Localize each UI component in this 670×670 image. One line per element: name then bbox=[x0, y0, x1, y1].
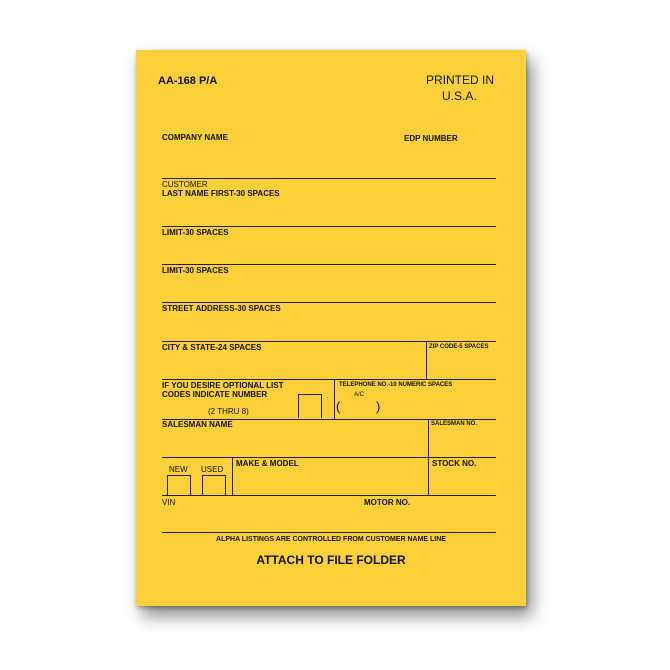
ac-label: A/C bbox=[354, 392, 365, 398]
optional-code-box[interactable] bbox=[298, 394, 322, 418]
motor-no-label: MOTOR NO. bbox=[364, 498, 411, 507]
stock-no-divider bbox=[428, 457, 429, 495]
alpha-note: ALPHA LISTINGS ARE CONTROLLED FROM CUSTOMER NAME LINE bbox=[216, 536, 446, 543]
salesman-name-label: SALESMAN NAME bbox=[162, 420, 233, 429]
phone-divider bbox=[334, 379, 335, 419]
salesman-no-divider bbox=[428, 419, 429, 457]
paren-open: ( bbox=[336, 399, 341, 414]
zip-label: ZIP CODE-5 SPACES bbox=[429, 344, 489, 350]
customer-label: CUSTOMER bbox=[162, 180, 208, 189]
make-model-label: MAKE & MODEL bbox=[236, 459, 299, 468]
vehicle-line[interactable] bbox=[162, 495, 496, 496]
used-checkbox[interactable] bbox=[202, 475, 226, 495]
attach-label: ATTACH TO FILE FOLDER bbox=[256, 553, 406, 567]
form-card bbox=[136, 50, 526, 606]
make-model-divider bbox=[232, 457, 233, 495]
form-number: AA-168 P/A bbox=[158, 75, 218, 87]
salesman-no-label: SALESMAN NO. bbox=[431, 421, 478, 427]
salesman-line[interactable] bbox=[162, 457, 496, 458]
limit1-line[interactable] bbox=[162, 264, 496, 265]
zip-divider bbox=[426, 341, 427, 379]
used-label: USED bbox=[201, 465, 224, 474]
telephone-label: TELEPHONE NO.-10 NUMERIC SPACES bbox=[339, 382, 453, 388]
printed-in-line2: U.S.A. bbox=[442, 89, 477, 103]
optional-codes-line2: CODES INDICATE NUMBER bbox=[162, 390, 268, 399]
edp-number-label: EDP NUMBER bbox=[404, 134, 458, 143]
company-line bbox=[162, 178, 496, 179]
last-name-label: LAST NAME FIRST-30 SPACES bbox=[162, 189, 280, 198]
paren-close: ) bbox=[376, 399, 381, 414]
limit2-label: LIMIT-30 SPACES bbox=[162, 266, 229, 275]
printed-in-line1: PRINTED IN bbox=[426, 73, 495, 87]
limit1-label: LIMIT-30 SPACES bbox=[162, 228, 229, 237]
stock-no-label: STOCK NO. bbox=[432, 459, 477, 468]
vin-label: VIN bbox=[162, 498, 176, 507]
new-label: NEW bbox=[169, 465, 188, 474]
vin-line[interactable] bbox=[162, 532, 496, 533]
city-state-label: CITY & STATE-24 SPACES bbox=[162, 343, 262, 352]
limit2-line[interactable] bbox=[162, 302, 496, 303]
company-name-label: COMPANY NAME bbox=[162, 133, 228, 142]
optional-codes-line1: IF YOU DESIRE OPTIONAL LIST bbox=[162, 381, 284, 390]
city-line[interactable] bbox=[162, 379, 496, 380]
street-line[interactable] bbox=[162, 341, 496, 342]
last-name-line[interactable] bbox=[162, 226, 496, 227]
thru-label: (2 THRU 8) bbox=[208, 407, 249, 416]
street-label: STREET ADDRESS-30 SPACES bbox=[162, 304, 281, 313]
new-checkbox[interactable] bbox=[167, 475, 191, 495]
